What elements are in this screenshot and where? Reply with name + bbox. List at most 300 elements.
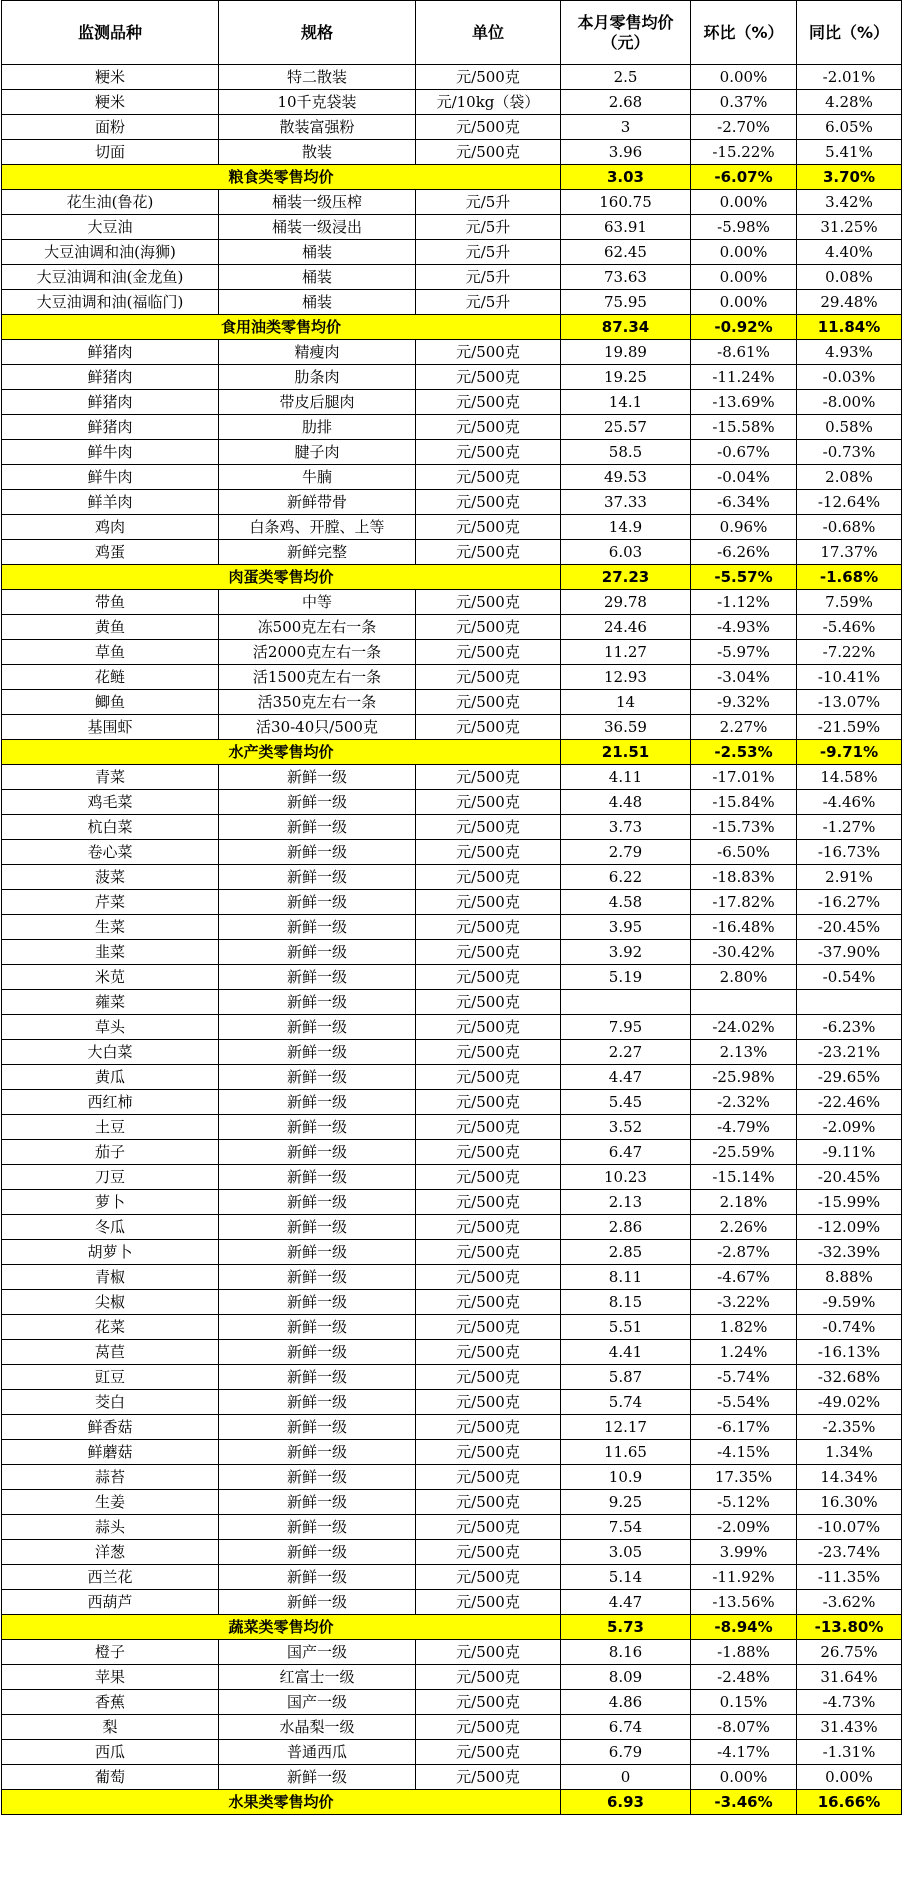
item-unit: 元/500克 <box>416 1665 561 1690</box>
subtotal-row <box>2 740 902 765</box>
header-price <box>561 1 691 65</box>
table-row <box>2 665 902 690</box>
item-price: 36.59 <box>561 715 691 740</box>
item-mom: -30.42% <box>691 940 797 965</box>
item-price: 2.86 <box>561 1215 691 1240</box>
price-monitoring-table <box>1 0 902 1815</box>
item-unit: 元/500克 <box>416 465 561 490</box>
item-mom: 2.13% <box>691 1040 797 1065</box>
item-price: 2.68 <box>561 90 691 115</box>
item-unit: 元/500克 <box>416 1540 561 1565</box>
subtotal-price: 27.23 <box>561 565 691 590</box>
table-row <box>2 1290 902 1315</box>
item-name: 冬瓜 <box>2 1215 219 1240</box>
item-name: 刀豆 <box>2 1165 219 1190</box>
item-name: 粳米 <box>2 65 219 90</box>
item-yoy: -16.27% <box>797 890 902 915</box>
item-mom: -11.24% <box>691 365 797 390</box>
item-mom: -2.70% <box>691 115 797 140</box>
item-yoy: -49.02% <box>797 1390 902 1415</box>
item-spec: 国产一级 <box>219 1640 416 1665</box>
item-price: 5.74 <box>561 1390 691 1415</box>
item-yoy: -23.74% <box>797 1540 902 1565</box>
item-spec: 桶装一级浸出 <box>219 215 416 240</box>
item-name: 鲫鱼 <box>2 690 219 715</box>
item-yoy: -1.31% <box>797 1740 902 1765</box>
item-unit: 元/500克 <box>416 815 561 840</box>
item-price: 5.19 <box>561 965 691 990</box>
item-name: 米苋 <box>2 965 219 990</box>
table-row <box>2 465 902 490</box>
item-price: 11.65 <box>561 1440 691 1465</box>
item-spec: 牛腩 <box>219 465 416 490</box>
item-price: 8.09 <box>561 1665 691 1690</box>
item-mom: -0.04% <box>691 465 797 490</box>
item-price: 12.17 <box>561 1415 691 1440</box>
item-yoy: -8.00% <box>797 390 902 415</box>
item-price: 7.95 <box>561 1015 691 1040</box>
subtotal-price: 5.73 <box>561 1615 691 1640</box>
item-yoy: -2.09% <box>797 1115 902 1140</box>
item-yoy: -2.35% <box>797 1415 902 1440</box>
item-name: 尖椒 <box>2 1290 219 1315</box>
subtotal-yoy: -1.68% <box>797 565 902 590</box>
table-row <box>2 440 902 465</box>
item-yoy: -5.46% <box>797 615 902 640</box>
item-yoy: 14.58% <box>797 765 902 790</box>
item-unit: 元/500克 <box>416 715 561 740</box>
item-yoy: -10.41% <box>797 665 902 690</box>
item-name: 鲜羊肉 <box>2 490 219 515</box>
table-row <box>2 115 902 140</box>
item-price: 19.89 <box>561 340 691 365</box>
item-mom: 0.96% <box>691 515 797 540</box>
item-spec: 新鲜一级 <box>219 1390 416 1415</box>
table-row <box>2 1390 902 1415</box>
item-spec: 新鲜一级 <box>219 765 416 790</box>
table-row <box>2 715 902 740</box>
item-yoy: -12.64% <box>797 490 902 515</box>
item-yoy: -1.27% <box>797 815 902 840</box>
table-row <box>2 240 902 265</box>
item-mom: 0.15% <box>691 1690 797 1715</box>
item-yoy: -37.90% <box>797 940 902 965</box>
item-price: 6.47 <box>561 1140 691 1165</box>
item-mom: 2.26% <box>691 1215 797 1240</box>
item-spec: 活30-40只/500克 <box>219 715 416 740</box>
item-name: 蒜头 <box>2 1515 219 1540</box>
item-name: 生姜 <box>2 1490 219 1515</box>
table-row <box>2 615 902 640</box>
item-mom: 2.80% <box>691 965 797 990</box>
item-yoy: -0.68% <box>797 515 902 540</box>
item-yoy: 0.00% <box>797 1765 902 1790</box>
item-price: 2.79 <box>561 840 691 865</box>
item-spec: 新鲜一级 <box>219 1265 416 1290</box>
item-spec: 新鲜一级 <box>219 1565 416 1590</box>
subtotal-mom: -3.46% <box>691 1790 797 1815</box>
table-row <box>2 1165 902 1190</box>
table-row <box>2 1690 902 1715</box>
item-name: 鸡毛菜 <box>2 790 219 815</box>
item-name: 面粉 <box>2 115 219 140</box>
item-name: 卷心菜 <box>2 840 219 865</box>
item-name: 胡萝卜 <box>2 1240 219 1265</box>
header-price-line1: 本月零售均价 <box>577 12 674 32</box>
item-name: 蒜苔 <box>2 1465 219 1490</box>
item-spec: 散装富强粉 <box>219 115 416 140</box>
item-yoy: -23.21% <box>797 1040 902 1065</box>
item-unit: 元/500克 <box>416 1215 561 1240</box>
item-mom: -2.09% <box>691 1515 797 1540</box>
item-yoy: 17.37% <box>797 540 902 565</box>
table-row <box>2 290 902 315</box>
item-mom: -1.88% <box>691 1640 797 1665</box>
item-price: 62.45 <box>561 240 691 265</box>
item-price <box>561 990 691 1015</box>
table-row <box>2 265 902 290</box>
item-unit: 元/500克 <box>416 1565 561 1590</box>
header-item: 监测品种 <box>2 1 219 65</box>
item-mom: 2.27% <box>691 715 797 740</box>
item-price: 11.27 <box>561 640 691 665</box>
item-price: 5.87 <box>561 1365 691 1390</box>
item-yoy: -16.73% <box>797 840 902 865</box>
subtotal-mom: -0.92% <box>691 315 797 340</box>
item-unit: 元/500克 <box>416 1165 561 1190</box>
item-price: 6.79 <box>561 1740 691 1765</box>
item-unit: 元/500克 <box>416 365 561 390</box>
item-unit: 元/500克 <box>416 1040 561 1065</box>
item-mom: -5.98% <box>691 215 797 240</box>
item-yoy: -4.73% <box>797 1690 902 1715</box>
subtotal-row <box>2 1790 902 1815</box>
item-mom: -25.59% <box>691 1140 797 1165</box>
item-spec: 活350克左右一条 <box>219 690 416 715</box>
item-spec: 新鲜一级 <box>219 1215 416 1240</box>
item-spec: 新鲜一级 <box>219 1415 416 1440</box>
item-spec: 新鲜一级 <box>219 1015 416 1040</box>
item-unit: 元/500克 <box>416 65 561 90</box>
item-mom: 0.00% <box>691 265 797 290</box>
table-row <box>2 1640 902 1665</box>
item-name: 葡萄 <box>2 1765 219 1790</box>
item-mom: 0.00% <box>691 65 797 90</box>
item-name: 豇豆 <box>2 1365 219 1390</box>
item-spec: 新鲜一级 <box>219 1115 416 1140</box>
item-mom: -6.34% <box>691 490 797 515</box>
item-mom: -13.69% <box>691 390 797 415</box>
table-row <box>2 365 902 390</box>
item-unit: 元/500克 <box>416 515 561 540</box>
table-row <box>2 1765 902 1790</box>
item-yoy: 8.88% <box>797 1265 902 1290</box>
item-yoy: -15.99% <box>797 1190 902 1215</box>
item-spec: 新鲜一级 <box>219 1590 416 1615</box>
item-spec: 水晶梨一级 <box>219 1715 416 1740</box>
item-yoy: -4.46% <box>797 790 902 815</box>
subtotal-price: 3.03 <box>561 165 691 190</box>
table-row <box>2 590 902 615</box>
item-yoy: -32.39% <box>797 1240 902 1265</box>
header-price-line2: （元） <box>601 32 650 52</box>
table-row <box>2 1415 902 1440</box>
item-name: 大豆油调和油(金龙鱼) <box>2 265 219 290</box>
item-name: 花生油(鲁花) <box>2 190 219 215</box>
item-price: 10.23 <box>561 1165 691 1190</box>
item-mom: -1.12% <box>691 590 797 615</box>
item-price: 8.16 <box>561 1640 691 1665</box>
item-unit: 元/500克 <box>416 1065 561 1090</box>
subtotal-row <box>2 565 902 590</box>
subtotal-yoy: 3.70% <box>797 165 902 190</box>
item-name: 茭白 <box>2 1390 219 1415</box>
item-price: 4.47 <box>561 1065 691 1090</box>
table-row <box>2 1365 902 1390</box>
item-spec: 新鲜一级 <box>219 1140 416 1165</box>
item-spec: 新鲜完整 <box>219 540 416 565</box>
item-unit: 元/500克 <box>416 1190 561 1215</box>
table-row <box>2 1740 902 1765</box>
item-spec: 红富士一级 <box>219 1665 416 1690</box>
item-unit: 元/500克 <box>416 1515 561 1540</box>
item-mom: -17.82% <box>691 890 797 915</box>
table-row <box>2 1440 902 1465</box>
item-unit: 元/500克 <box>416 1140 561 1165</box>
item-price: 14 <box>561 690 691 715</box>
item-spec: 肋排 <box>219 415 416 440</box>
item-yoy: -11.35% <box>797 1565 902 1590</box>
subtotal-mom: -8.94% <box>691 1615 797 1640</box>
item-name: 土豆 <box>2 1115 219 1140</box>
subtotal-mom: -2.53% <box>691 740 797 765</box>
item-name: 黄鱼 <box>2 615 219 640</box>
subtotal-label: 肉蛋类零售均价 <box>2 565 561 590</box>
subtotal-price: 21.51 <box>561 740 691 765</box>
item-unit: 元/5升 <box>416 215 561 240</box>
item-mom: -5.97% <box>691 640 797 665</box>
table-row <box>2 765 902 790</box>
item-unit: 元/500克 <box>416 1465 561 1490</box>
table-body <box>2 65 902 1815</box>
table-row <box>2 515 902 540</box>
item-name: 鲜猪肉 <box>2 365 219 390</box>
item-mom: -4.93% <box>691 615 797 640</box>
item-price: 3.95 <box>561 915 691 940</box>
item-unit: 元/500克 <box>416 1090 561 1115</box>
item-mom: -5.74% <box>691 1365 797 1390</box>
item-unit: 元/5升 <box>416 265 561 290</box>
table-row <box>2 1315 902 1340</box>
item-price: 29.78 <box>561 590 691 615</box>
item-mom: -6.17% <box>691 1415 797 1440</box>
item-price: 24.46 <box>561 615 691 640</box>
item-mom: -18.83% <box>691 865 797 890</box>
subtotal-row <box>2 1615 902 1640</box>
item-price: 8.11 <box>561 1265 691 1290</box>
item-name: 鸡肉 <box>2 515 219 540</box>
item-mom: -4.15% <box>691 1440 797 1465</box>
item-unit: 元/500克 <box>416 1240 561 1265</box>
item-mom: 0.00% <box>691 190 797 215</box>
item-spec: 新鲜一级 <box>219 1340 416 1365</box>
header-mom: 环比（%） <box>691 1 797 65</box>
item-spec: 散装 <box>219 140 416 165</box>
table-row <box>2 1265 902 1290</box>
item-price: 3.73 <box>561 815 691 840</box>
item-spec: 新鲜一级 <box>219 1190 416 1215</box>
item-price: 3.05 <box>561 1540 691 1565</box>
subtotal-price: 6.93 <box>561 1790 691 1815</box>
item-mom: -6.26% <box>691 540 797 565</box>
item-yoy: -2.01% <box>797 65 902 90</box>
header-unit: 单位 <box>416 1 561 65</box>
item-unit: 元/500克 <box>416 1365 561 1390</box>
table-row <box>2 790 902 815</box>
table-row <box>2 840 902 865</box>
item-yoy: 31.43% <box>797 1715 902 1740</box>
item-spec: 特二散装 <box>219 65 416 90</box>
item-spec: 中等 <box>219 590 416 615</box>
item-unit: 元/500克 <box>416 1340 561 1365</box>
table-row <box>2 65 902 90</box>
item-name: 鲜蘑菇 <box>2 1440 219 1465</box>
item-yoy: -22.46% <box>797 1090 902 1115</box>
header-yoy: 同比（%） <box>797 1 902 65</box>
item-spec: 10千克袋装 <box>219 90 416 115</box>
table-row <box>2 1065 902 1090</box>
item-spec: 新鲜一级 <box>219 1765 416 1790</box>
subtotal-yoy: 11.84% <box>797 315 902 340</box>
table-row <box>2 1590 902 1615</box>
item-unit: 元/500克 <box>416 1315 561 1340</box>
item-name: 青菜 <box>2 765 219 790</box>
item-unit: 元/500克 <box>416 340 561 365</box>
item-mom: 17.35% <box>691 1465 797 1490</box>
item-yoy: -3.62% <box>797 1590 902 1615</box>
item-yoy: -6.23% <box>797 1015 902 1040</box>
item-mom: 0.00% <box>691 1765 797 1790</box>
item-yoy: -16.13% <box>797 1340 902 1365</box>
item-unit: 元/10kg（袋） <box>416 90 561 115</box>
item-name: 大豆油 <box>2 215 219 240</box>
item-mom: -8.61% <box>691 340 797 365</box>
table-row <box>2 890 902 915</box>
item-unit: 元/500克 <box>416 390 561 415</box>
item-spec: 新鲜一级 <box>219 1290 416 1315</box>
item-yoy: -0.03% <box>797 365 902 390</box>
item-unit: 元/500克 <box>416 1265 561 1290</box>
item-name: 花菜 <box>2 1315 219 1340</box>
item-spec: 新鲜一级 <box>219 1065 416 1090</box>
item-name: 粳米 <box>2 90 219 115</box>
item-name: 蕹菜 <box>2 990 219 1015</box>
table-row <box>2 490 902 515</box>
item-mom: 0.00% <box>691 290 797 315</box>
item-price: 9.25 <box>561 1490 691 1515</box>
item-name: 杭白菜 <box>2 815 219 840</box>
item-mom: -2.32% <box>691 1090 797 1115</box>
item-name: 梨 <box>2 1715 219 1740</box>
header-row <box>2 1 902 65</box>
subtotal-yoy: -9.71% <box>797 740 902 765</box>
table-row <box>2 1340 902 1365</box>
subtotal-mom: -6.07% <box>691 165 797 190</box>
item-unit: 元/500克 <box>416 1415 561 1440</box>
item-spec: 新鲜一级 <box>219 840 416 865</box>
item-price: 6.03 <box>561 540 691 565</box>
item-price: 49.53 <box>561 465 691 490</box>
item-yoy: 4.40% <box>797 240 902 265</box>
item-spec: 新鲜一级 <box>219 965 416 990</box>
item-unit: 元/500克 <box>416 915 561 940</box>
item-mom <box>691 990 797 1015</box>
item-price: 5.45 <box>561 1090 691 1115</box>
item-yoy: 16.30% <box>797 1490 902 1515</box>
table-row <box>2 340 902 365</box>
item-unit: 元/500克 <box>416 1390 561 1415</box>
item-name: 大豆油调和油(福临门) <box>2 290 219 315</box>
item-name: 草鱼 <box>2 640 219 665</box>
item-spec: 新鲜一级 <box>219 940 416 965</box>
item-spec: 新鲜一级 <box>219 1240 416 1265</box>
item-price: 10.9 <box>561 1465 691 1490</box>
item-yoy: 31.64% <box>797 1665 902 1690</box>
item-mom: -3.22% <box>691 1290 797 1315</box>
item-mom: -5.54% <box>691 1390 797 1415</box>
item-spec: 新鲜一级 <box>219 1440 416 1465</box>
item-name: 香蕉 <box>2 1690 219 1715</box>
item-unit: 元/500克 <box>416 790 561 815</box>
item-name: 鲜牛肉 <box>2 465 219 490</box>
item-price: 14.9 <box>561 515 691 540</box>
item-yoy: 4.93% <box>797 340 902 365</box>
subtotal-price: 87.34 <box>561 315 691 340</box>
item-price: 19.25 <box>561 365 691 390</box>
table-row <box>2 190 902 215</box>
item-spec: 新鲜一级 <box>219 1365 416 1390</box>
subtotal-label: 水果类零售均价 <box>2 1790 561 1815</box>
item-price: 2.27 <box>561 1040 691 1065</box>
item-yoy: -7.22% <box>797 640 902 665</box>
item-price: 63.91 <box>561 215 691 240</box>
item-yoy <box>797 990 902 1015</box>
item-price: 3 <box>561 115 691 140</box>
item-unit: 元/500克 <box>416 890 561 915</box>
item-unit: 元/500克 <box>416 1440 561 1465</box>
table-row <box>2 815 902 840</box>
item-yoy: 0.58% <box>797 415 902 440</box>
item-price: 4.86 <box>561 1690 691 1715</box>
item-spec: 新鲜一级 <box>219 815 416 840</box>
item-spec: 桶装一级压榨 <box>219 190 416 215</box>
item-price: 4.48 <box>561 790 691 815</box>
item-unit: 元/500克 <box>416 1115 561 1140</box>
subtotal-label: 食用油类零售均价 <box>2 315 561 340</box>
table-row <box>2 90 902 115</box>
item-mom: -9.32% <box>691 690 797 715</box>
item-unit: 元/500克 <box>416 1765 561 1790</box>
table-row <box>2 1465 902 1490</box>
item-mom: 2.18% <box>691 1190 797 1215</box>
item-spec: 普通西瓜 <box>219 1740 416 1765</box>
item-price: 2.85 <box>561 1240 691 1265</box>
item-unit: 元/500克 <box>416 1640 561 1665</box>
item-spec: 新鲜一级 <box>219 1315 416 1340</box>
item-mom: 0.00% <box>691 240 797 265</box>
item-name: 西葫芦 <box>2 1590 219 1615</box>
item-mom: 0.37% <box>691 90 797 115</box>
